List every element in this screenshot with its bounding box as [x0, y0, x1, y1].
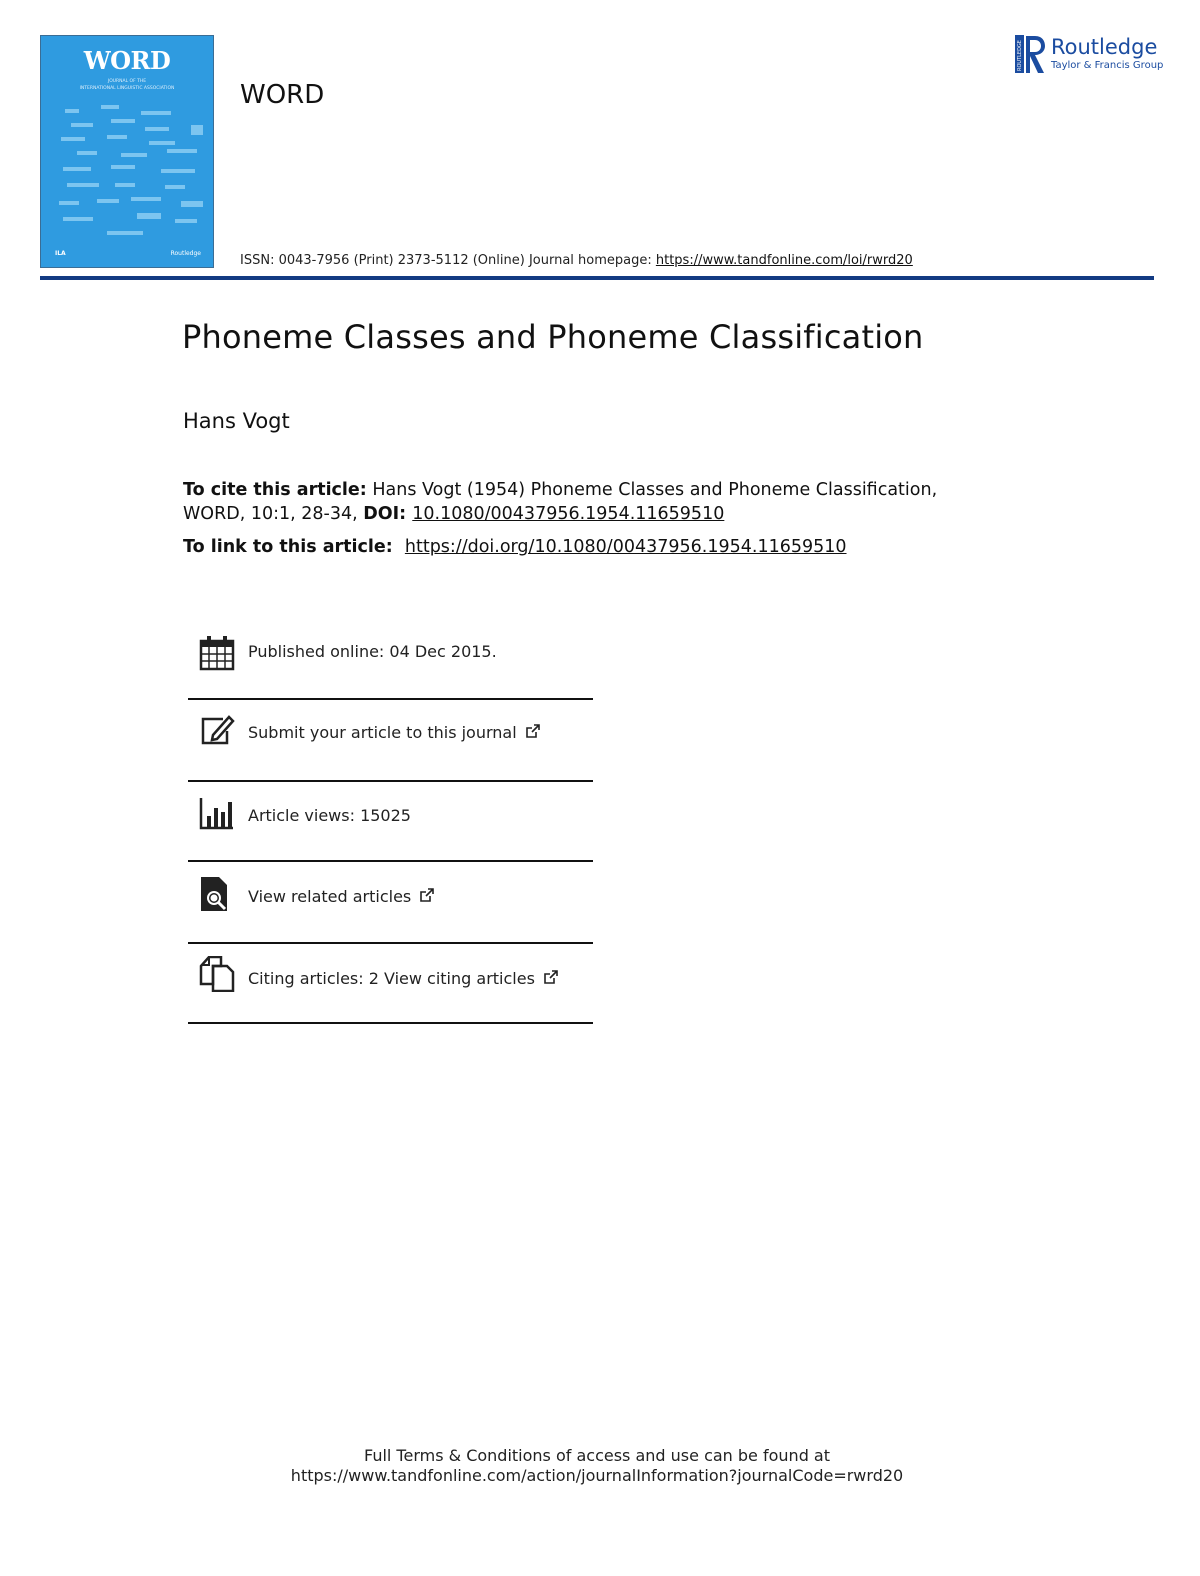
footer [0, 1446, 1194, 1486]
logo-side-text: ROUTLEDGE [1017, 40, 1023, 71]
cover-subtitle [41, 78, 213, 92]
logo-name: Routledge [1051, 35, 1158, 59]
issn-line [240, 253, 913, 268]
submit-row[interactable] [188, 700, 593, 782]
citing-row[interactable] [188, 944, 593, 1024]
header-rule [40, 276, 1154, 280]
logo-group: Taylor & Francis Group [1051, 60, 1164, 71]
doi-link[interactable]: 10.1080/00437956.1954.11659510 [412, 504, 725, 524]
journal-cover-image [40, 35, 214, 268]
citing-articles-link[interactable] [248, 969, 559, 988]
issn-text: ISSN: 0043-7956 (Print) 2373-5112 (Online) Journal homepage: [240, 253, 656, 268]
cite-text: Hans Vogt (1954) Phoneme Classes and Phoneme Classification, WORD, 10:1, 28-34, [183, 480, 938, 524]
article-info-list [188, 620, 593, 1024]
cover-subtitle-line2: INTERNATIONAL LINGUISTIC ASSOCIATION [79, 86, 175, 91]
article-author: Hans Vogt [183, 409, 290, 433]
views-row [188, 782, 593, 862]
related-text: View related articles [248, 887, 412, 906]
cite-label: To cite this article: [183, 480, 367, 500]
routledge-logo [1015, 33, 1165, 77]
citation-block [183, 478, 1003, 526]
cover-word-cloud [41, 101, 214, 261]
calendar-icon [199, 635, 235, 671]
link-label: To link to this article: [183, 537, 399, 557]
footer-terms-link[interactable]: https://www.tandfonline.com/action/journalInformation?journalCode=rwrd20 [290, 1466, 904, 1485]
submit-text: Submit your article to this journal [248, 723, 517, 742]
footer-line1: Full Terms & Conditions of access and use can be found at [363, 1446, 831, 1465]
cover-subtitle-line1: JOURNAL OF THE [107, 79, 147, 84]
article-url-link[interactable]: https://doi.org/10.1080/00437956.1954.11659510 [404, 537, 847, 557]
document-search-icon [199, 876, 235, 912]
cover-ila-label: ILA [55, 250, 66, 257]
external-link-icon [419, 887, 435, 903]
cover-publisher-mark: Routledge [170, 250, 201, 257]
article-link-line [183, 537, 847, 557]
views-text: Article views: 15025 [248, 806, 411, 825]
external-link-icon [543, 969, 559, 985]
routledge-r-icon [1015, 33, 1047, 75]
edit-icon [199, 713, 235, 749]
citing-text: Citing articles: 2 View citing articles [248, 969, 535, 988]
cover-title: WORD [83, 46, 171, 75]
doi-label: DOI: [363, 504, 413, 524]
copy-documents-icon [199, 956, 235, 992]
journal-homepage-link[interactable]: https://www.tandfonline.com/loi/rwrd20 [655, 253, 913, 268]
published-row [188, 620, 593, 700]
article-title: Phoneme Classes and Phoneme Classification [182, 318, 924, 356]
related-row[interactable] [188, 862, 593, 944]
related-articles-link[interactable] [248, 887, 435, 906]
bar-chart-icon [199, 796, 235, 832]
submit-article-link[interactable] [248, 723, 541, 742]
journal-name: WORD [240, 80, 325, 110]
published-text: Published online: 04 Dec 2015. [248, 642, 497, 661]
external-link-icon [525, 723, 541, 739]
